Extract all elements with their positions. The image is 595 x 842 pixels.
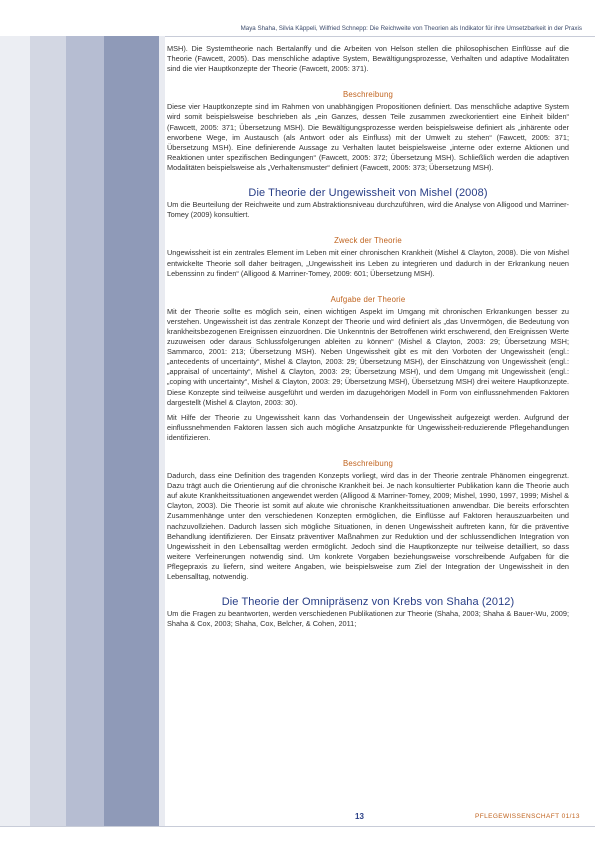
- page-number: 13: [355, 812, 364, 821]
- section-title: Die Theorie der Omnipräsenz von Krebs von Shaha (2012): [221, 596, 515, 609]
- subheading: Zweck der Theorie: [334, 236, 402, 246]
- decorative-side-band: [0, 36, 30, 826]
- subheading: Beschreibung: [342, 459, 394, 468]
- subheading: Beschreibung: [342, 90, 394, 100]
- decorative-side-band: [159, 36, 165, 826]
- paragraph: Mit Hilfe der Theorie zu Ungewissheit kann das Vorhandensein der Ungewissheit aufgezeigt werden. Aufgrund der einflussnehmenden Faktoren lassen sich auch mögliche Ansatzpunkte für Ungewissheit-reduzierende Pflegehandlungen identifizieren.: [167, 412, 569, 442]
- decorative-side-band: [30, 36, 66, 826]
- decorative-side-band: [104, 36, 159, 826]
- paragraph: Mit der Theorie sollte es möglich sein, einen wichtigen Aspekt im Umgang mit chronischen Erkrankungen besser zu verstehen. Ungewissheit ist das zentrale Konzept der Theorie und wird definiert als „das Unvermögen, die Bedeutung von krankheitsbezogenen Ereignissen einzuordnen. Die Unkenntnis der Betroffenen wirkt erschwerend, den Ereignissen Werte zuzuweisen oder daraus Schlussfolgerungen ableiten zu können“ (Mishel & Clayton, 2003: 29; Übersetzung MSH; Sammarco, 2001: 213; Übersetzung MSH). Neben Ungewissheit gibt es mit den Vorboten der Ungewissheit (engl.: „antecedents of uncertainty“, Mishel & Clayton, 2003: 29; Übersetzung MSH), der Einschätzung von Ungewissheit (engl.: „appraisal of uncertainty“, Mishel & Clayton, 2003: 29; Übersetzung MSH), und dem Umgang mit Ungewissheit (engl.: „coping with uncertainty“, Mishel & Clayton, 2003: 29; Übersetzung MSH), Übersetzung MSH) drei weitere Hauptkonzepte. Diese Konzepte sind teilweise ausgeführt und werden im dazugehörigen Modell in Form von einflussnehmenden Faktoren dargestellt (Mishel & Clayton, 2003: 30).: [167, 306, 569, 407]
- paragraph: Ungewissheit ist ein zentrales Element im Leben mit einer chronischen Krankheit (Mishel & Clayton, 2008). Die von Mishel entwickelte Theorie soll daher beitragen, „Ungewissheit ins Leben zu integrieren und dadurch in der Erkrankung neuen Lebenssinn zu finden“ (Alligood & Marriner-Tomey, 2009: 601; Übersetzung MSH).: [167, 248, 569, 278]
- paragraph: Um die Beurteilung der Reichweite und zum Abstraktionsniveau durchzuführen, wird die Analyse von Alligood und Marriner-Tomey (2009) konsultiert.: [167, 200, 569, 220]
- running-header: Maya Shaha, Silvia Käppeli, Wilfried Schnepp: Die Reichweite von Theorien als Indikator für ihre Umsetzbarkeit in der Praxis: [240, 25, 582, 32]
- journal-label: PFLEGEWISSENSCHAFT 01/13: [475, 813, 580, 820]
- paragraph: Dadurch, dass eine Definition des tragenden Konzepts vorliegt, wird das in der Theorie zentrale Phänomen eingegrenzt. Dazu trägt auch die Orientierung auf die chronische Krankheit bei. Je nach konsultierter Publikation kann die Theorie auch auf akute Krankheitssituationen angewendet werden (Alligood & Marriner-Tomey, 2009; Mishel, 1990, 1997, 1999; Mishel & Clayton, 2003). Die Theorie ist somit auf akute wie chronische Krankheitssituationen anwendbar. Die bereits erforschten Zusammenhänge unter den verschiedenen Konzepten ermöglichen, die Einflüsse auf Faktoren herauszuarbeiten und nachzuvollziehen. Dadurch lassen sich mögliche Situationen, in denen Ungewissheit auftreten kann, für die präventive Behandlung identifizieren. Der Einsatz präventiver Maßnahmen zur Reduktion und der schlussendlichen Integration von Ungewissheit in den Lebensalltag werden ermöglicht. Jedoch sind die Hauptkonzepte nur teilweise detailliert, so dass weitere Verfeinerungen notwendig sind. Um konkrete Vorgaben beziehungsweise vorschreibende Aufgaben für die Pflegepraxis zu liefern, sind weitere Angaben, wie beispielsweise zum Ziel der Integration der Ungewissheit in den Lebensalltag, notwendig.: [167, 471, 569, 582]
- section-title: Die Theorie der Ungewissheit von Mishel (2008): [248, 187, 488, 200]
- paragraph: Um die Fragen zu beantworten, werden verschiedenen Publikationen zur Theorie (Shaha, 2003; Shaha & Bauer-Wu, 2009; Shaha & Cox, 2003; Shaha, Cox, Belcher, & Cohen, 2011;: [167, 609, 569, 629]
- paragraph: Diese vier Hauptkonzepte sind im Rahmen von unabhängigen Propositionen definiert. Das menschliche adaptive System wird somit beispielsweise beschrieben als „ein Ganzes, dessen Teile zusammen zweckorientiert eine Einheit bilden“ (Fawcett, 2005: 371; Übersetzung MSH). Die Bewältigungsprozesse werden beispielsweise definiert als „inhärente oder erworbene Wege, im Austausch (als Antwort oder als Einfluss) mit der Umwelt zu stehen“ (Fawcett, 2005: 371; Übersetzung MSH). Eine definierende Aussage zu Verhalten lautet beispielsweise „interne oder externe Aktionen und Reaktionen unter spezifischen Bedingungen“ (Fawcett, 2005: 372; Übersetzung MSH). Schließlich werden die adaptiven Modalitäten beispielsweise als „Verhaltensmuster“ definiert (Fawcett, 2005: 373; Übersetzung MSH).: [167, 102, 569, 172]
- subheading: Aufgabe der Theorie: [330, 294, 406, 304]
- article-body: [167, 44, 569, 634]
- footer-rule: [0, 826, 595, 827]
- decorative-side-band: [66, 36, 104, 826]
- paragraph: MSH). Die Systemtheorie nach Bertalanffy und die Arbeiten von Helson stellen die philosophischen Einflüsse auf die Theorie (Fawcett, 2005). Das menschliche adaptive System, Bewältigungsprozesse, Verhalten und adaptive Modalitäten sind die vier Hauptkonzepte der Theorie (Fawcett, 2005: 371).: [167, 44, 569, 74]
